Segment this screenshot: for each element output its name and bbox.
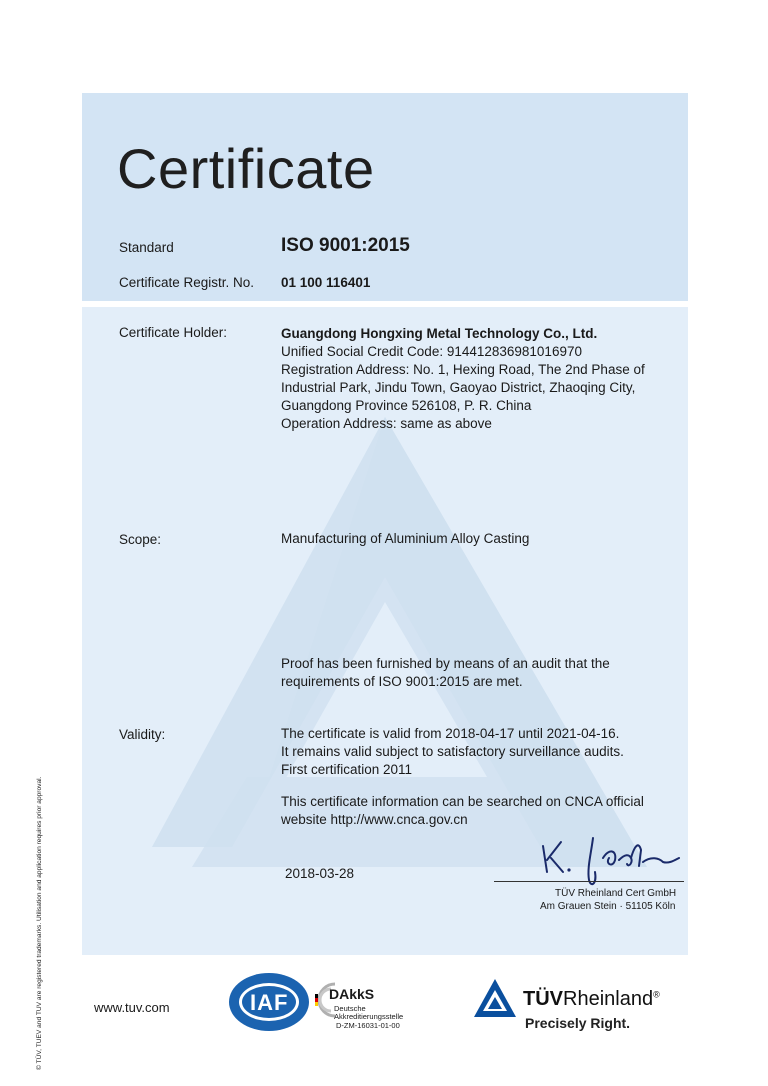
holder-operation-address: Operation Address: same as above [281, 416, 492, 431]
holder-address-line: Registration Address: No. 1, Hexing Road, The 2nd Phase of [281, 362, 645, 377]
registered-mark: ® [653, 989, 660, 1000]
registration-number: 01 100 116401 [281, 275, 371, 290]
tuv-brand [523, 988, 660, 1011]
issuer-name: TÜV Rheinland Cert GmbH [555, 888, 677, 899]
page-title: Certificate [117, 137, 375, 200]
proof-line: Proof has been furnished by means of an audit that the [281, 656, 610, 671]
dakks-line: Deutsche [334, 1004, 366, 1013]
dakks-name: DAkkS [329, 986, 375, 1002]
dakks-line: Akkreditierungsstelle [334, 1012, 404, 1021]
signature-line [494, 881, 684, 882]
holder-address-line: Industrial Park, Jindu Town, Gaoyao District, Zhaoqing City, [281, 380, 636, 395]
holder-address-line: Guangdong Province 526108, P. R. China [281, 398, 532, 413]
standard-label: Standard [119, 240, 174, 255]
standard-value: ISO 9001:2015 [281, 235, 410, 256]
registration-label: Certificate Registr. No. [119, 275, 255, 290]
proof-line: requirements of ISO 9001:2015 are met. [281, 674, 523, 689]
scope-value: Manufacturing of Aluminium Alloy Casting [281, 531, 530, 546]
holder-name: Guangdong Hongxing Metal Technology Co., Ltd. [281, 326, 598, 341]
trademark-note: © TÜV, TUEV and TUV are registered trademarks. Utilisation and application requires prior approval. [36, 776, 43, 1070]
validity-line: It remains valid subject to satisfactory surveillance audits. [281, 744, 624, 759]
validity-line: The certificate is valid from 2018-04-17 until 2021-04-16. [281, 726, 620, 741]
tuv-triangle-logo [472, 977, 518, 1019]
holder-label: Certificate Holder: [119, 325, 228, 340]
validity-line: First certification 2011 [281, 762, 413, 777]
iaf-logo-text: IAF [250, 990, 289, 1015]
dakks-accreditation-number: D-ZM-16031-01-00 [336, 1021, 400, 1030]
tuv-brand-rest: Rheinland [563, 988, 654, 1010]
holder-credit-code: Unified Social Credit Code: 914412836981016970 [281, 344, 582, 359]
validity-label: Validity: [119, 727, 166, 742]
issuer-address: Am Grauen Stein · 51105 Köln [540, 901, 676, 912]
tuv-tagline: Precisely Right. [525, 1015, 631, 1031]
website-link[interactable]: www.tuv.com [94, 1000, 170, 1015]
search-info-line: This certificate information can be searched on CNCA official [281, 794, 644, 809]
issue-date: 2018-03-28 [285, 866, 355, 881]
tuv-brand-bold: TÜV [523, 988, 563, 1010]
scope-label: Scope: [119, 532, 162, 547]
search-info-line: website http://www.cnca.gov.cn [281, 812, 468, 827]
signature [535, 828, 685, 892]
